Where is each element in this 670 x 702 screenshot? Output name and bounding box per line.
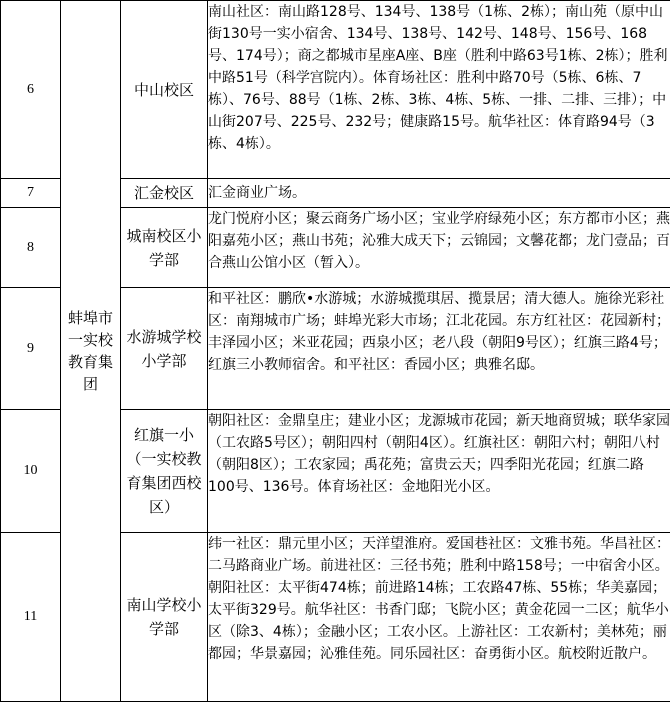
enrollment-area: 南山社区：南山路128号、134号、138号（1栋、2栋）；南山苑（原中山街130号一实小宿舍、134号、138号、142号、148号、156号、168号、174号）；商之都城市星座A座、B座（胜利中路63号1栋、2栋）；胜利中路51号（科学宫院内）。体育场社区：胜利中路70号（5栋、6栋、7栋）、76号、88号（1栋、2栋、3栋、4栋、5栋、一排、二排、三排）；中山街207号、225号、232号；健康路15号。航华社区：体育路94号（3栋、4栋）。 (208, 1, 670, 179)
enrollment-area: 龙门悦府小区；聚云商务广场小区；宝业学府绿苑小区；东方都市小区；燕阳嘉苑小区；燕山书苑；沁雅大成天下；云锦园；文馨花都；龙门壹品；百合燕山公馆小区（暂入）。 (208, 208, 670, 288)
campus-name: 汇金校区 (121, 179, 208, 208)
enrollment-area: 和平社区：鹏欣•水游城；水游城揽琪居、揽景居；清大德人。施徐光彩社区：南翔城市广场；蚌埠光彩大市场；江北花园。东方红社区：花园新村；丰泽园小区；米亚花园；西泉小区；老八段（朝阳9号区）；红旗三路4号；红旗三小教师宿舍。和平社区：香园小区；典雅名邸。 (208, 288, 670, 410)
campus-name: 红旗一小（一实校教育集团西校区） (121, 410, 208, 533)
campus-name: 水游城学校小学部 (121, 288, 208, 410)
row-number: 10 (1, 410, 61, 533)
enrollment-area: 汇金商业广场。 (208, 179, 670, 208)
row-number: 6 (1, 1, 61, 179)
row-number: 7 (1, 179, 61, 208)
enrollment-area: 朝阳社区：金鼎皇庄；建业小区；龙源城市花园；新天地商贸城；联华家园（工农路5号区）；朝阳四村（朝阳4区）。红旗社区：朝阳六村；朝阳八村（朝阳8区）；工农家园；禹花苑；富贵云天；四季阳光花园；红旗二路100号、136号。体育场社区：金地阳光小区。 (208, 410, 670, 533)
education-group-name: 蚌埠市一实校教育集团 (61, 1, 121, 702)
row-number: 8 (1, 208, 61, 288)
campus-name: 中山校区 (121, 1, 208, 179)
campus-name: 南山学校小学部 (121, 533, 208, 702)
enrollment-area: 纬一社区：鼎元里小区；天洋望淮府。爱国巷社区：文雅书苑。华昌社区：二马路商业广场。前进社区：三径书苑；胜利中路158号；一中宿舍小区。朝阳社区：太平街474栋；前进路14栋；工农路47栋、55栋；华美嘉园；太平街329号。航华社区：书香门邸；飞院小区；黄金花园一二区；航华小区（除3、4栋）；金融小区；工农小区。上游社区：工农新村；美林苑；丽都园；华景嘉园；沁雅佳苑。同乐园社区：奋勇街小区。航校附近散户。 (208, 533, 670, 702)
table-row (1, 1, 670, 179)
campus-name: 城南校区小学部 (121, 208, 208, 288)
row-number: 11 (1, 533, 61, 702)
row-number: 9 (1, 288, 61, 410)
